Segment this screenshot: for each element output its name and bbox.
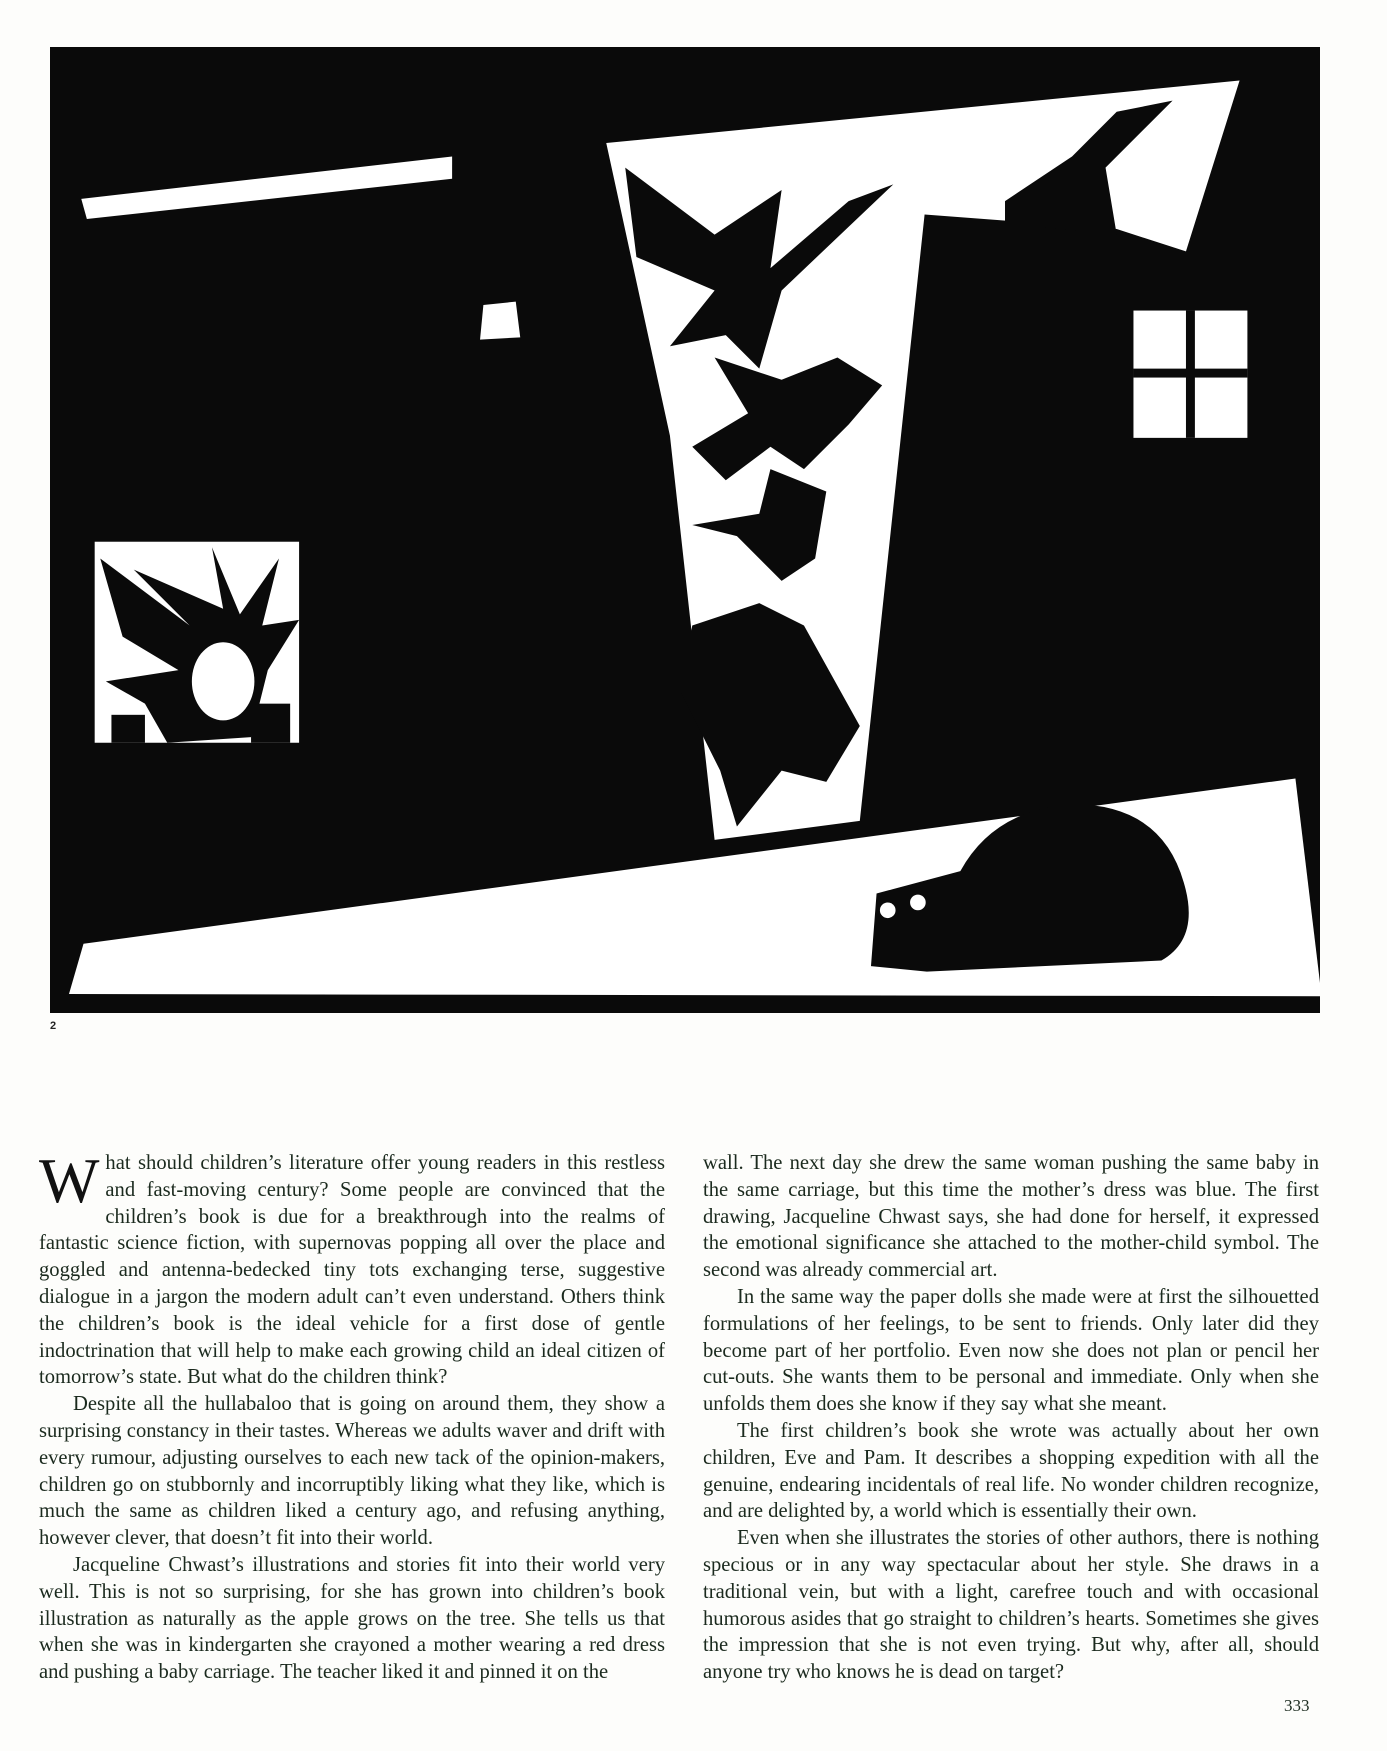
- paragraph: In the same way the paper dolls she made were at first the silhouetted formulations of her feelings, to be sent to friends. Only later did they become part of her portfolio. Even now she does not plan or pencil her cut-outs. She wants them to be personal and immediate. Only when she unfolds them does she know if they say what she meant.: [703, 1285, 1319, 1416]
- article-right-column: [703, 1150, 1319, 1686]
- article-left-column: [39, 1145, 665, 1686]
- paragraph: Despite all the hullabaloo that is going on around them, they show a surprising constancy in their tastes. Whereas we adults waver and drift with every rumour, adjusting ourselves to each new tack of the opinion-makers, children go on stubbornly and incorruptibly liking what they like, which is much the same as children liked a century ago, and refusing anything, however clever, that doesn’t fit into their world.: [39, 1393, 665, 1550]
- paragraph-text: hat should children’s literature offer young readers in this restless and fast-moving century? Some people are convinced that the children’s book is due for a breakthrough into the realms of fantastic science fiction, with supernovas popping all over the place and goggled and antenna-bedecked tiny tots exchanging terse, suggestive dialogue in a jargon the modern adult can’t even understand. Others think the children’s book is the ideal vehicle for a first dose of gentle indoctrination that will help to make each growing child an ideal citizen of tomorrow’s state. But what do the children think?: [39, 1152, 665, 1389]
- window-transom: [1133, 369, 1247, 378]
- paragraph: Jacqueline Chwast’s illustrations and stories fit into their world very well. This is not so surprising, for she has grown into children’s book illustration as naturally as the apple grows on the tree. She tells us that when she was in kindergarten she crayoned a mother wearing a red dress and pushing a baby carriage. The teacher liked it and pinned it on the: [39, 1553, 665, 1684]
- drop-cap: W: [39, 1145, 100, 1216]
- small-window: [480, 302, 520, 340]
- page-number: 333: [1284, 1696, 1310, 1715]
- paragraph: [39, 1145, 665, 1391]
- paragraph: Even when she illustrates the stories of other authors, there is nothing specious or in any way spectacular about her style. She draws in a traditional vein, but with a light, carefree touch and with occasional humorous asides that go straight to children’s hearts. Sometimes she gives the impression that she is not even trying. But why, after all, should anyone try who knows he is dead on target?: [703, 1527, 1319, 1684]
- figure-number: 2: [50, 1020, 57, 1032]
- paragraph-continued: wall. The next day she drew the same woman pushing the same baby in the same carriage, but this time the mother’s dress was blue. The first drawing, Jacqueline Chwast says, she had done for herself, it expressed the emotional significance she attached to the mother-child symbol. The second was already commercial art.: [703, 1152, 1319, 1282]
- paragraph: The first children’s book she wrote was actually about her own children, Eve and Pam. It describes a shopping expedition with all the genuine, endearing incidentals of real life. No wonder children recognize, and are delighted by, a world which is essentially their own.: [703, 1419, 1319, 1523]
- silhouette-illustration: [50, 47, 1320, 1013]
